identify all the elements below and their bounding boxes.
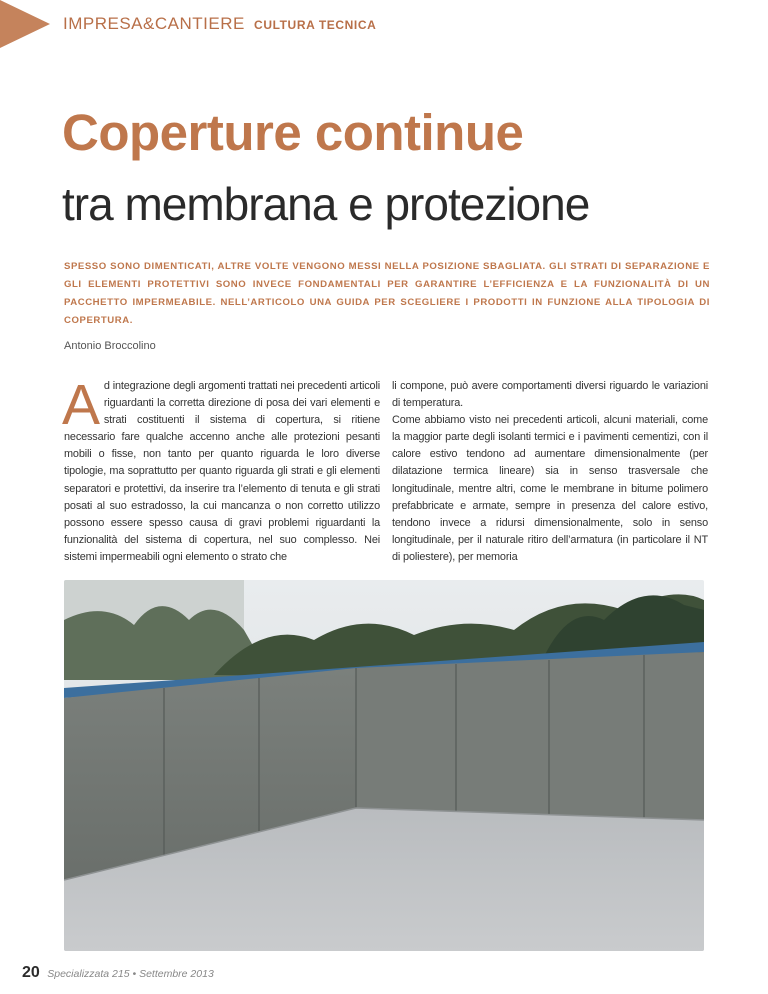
magazine-issue: Specializzata 215 • Settembre 2013	[47, 968, 214, 980]
corner-tab-marker	[0, 0, 50, 48]
article-title: Coperture continue	[62, 104, 524, 161]
section-header	[63, 14, 376, 34]
section-name: IMPRESA&CANTIERE	[63, 14, 245, 33]
body-paragraph: Come abbiamo visto nei precedenti articoli, alcuni materiali, come la maggior parte degli isolanti termici e i pavimenti cementizi, con il calore estivo tendono ad aumentare dimensionalmente (per dilatazione termica lineare) sia in senso trasversale che longitudinale, mentre altri, come le membrane in bitume polimero prefabbricate e armate, sempre in presenza del calore estivo, tendono invece a ridursi dimensionalmente, solo in senso longitudinale, per il naturale ritiro dell’armatura (in particolare il NT di poliestere), per memoria	[392, 414, 708, 563]
article-photo-roof-membrane	[64, 580, 704, 951]
page-number: 20	[22, 964, 40, 981]
subsection-name: CULTURA TECNICA	[254, 18, 377, 32]
body-paragraph: d integrazione degli argomenti trattati nei precedenti articoli riguardanti la corretta direzione di posa dei vari elementi e strati costituenti il sistema di copertura, si ritiene necessario fare qualche accenno anche alle protezioni pesanti mobili o fisse, non tanto per quanto riguarda le loro diverse tipologie, ma soprattutto per quanto riguarda gli strati e gli elementi separatori e protettivi, da inserire tra l’elemento di tenuta e gli strati posati al suo estradosso, la cui mancanza o non corretto utilizzo possono essere spesso causa di gravi problemi riguardanti la funzionalità del sistema di copertura, nel suo complesso. Nei sistemi impermeabili ogni elemento o strato che	[64, 380, 380, 563]
article-lead: SPESSO SONO DIMENTICATI, ALTRE VOLTE VENGONO MESSI NELLA POSIZIONE SBAGLIATA. GLI STRATI DI SEPARAZIONE E GLI ELEMENTI PROTETTIVI SONO INVECE FONDAMENTALI PER GARANTIRE L’EFFICIENZA E LA FUNZIONALITÀ DI UN PACCHETTO IMPERMEABILE. NELL’ARTICOLO UNA GUIDA PER SCEGLIERE I PRODOTTI IN FUNZIONE ALLA TIPOLOGIA DI COPERTURA.	[64, 261, 710, 326]
article-subtitle: tra membrana e protezione	[62, 178, 590, 230]
body-column-1	[62, 373, 380, 566]
body-paragraph: li compone, può avere comportamenti diversi riguardo le variazioni di temperatura.	[392, 380, 708, 410]
page-footer	[22, 964, 214, 982]
drop-cap: A	[62, 373, 100, 437]
body-column-2	[392, 378, 708, 566]
article-author: Antonio Broccolino	[64, 340, 156, 352]
